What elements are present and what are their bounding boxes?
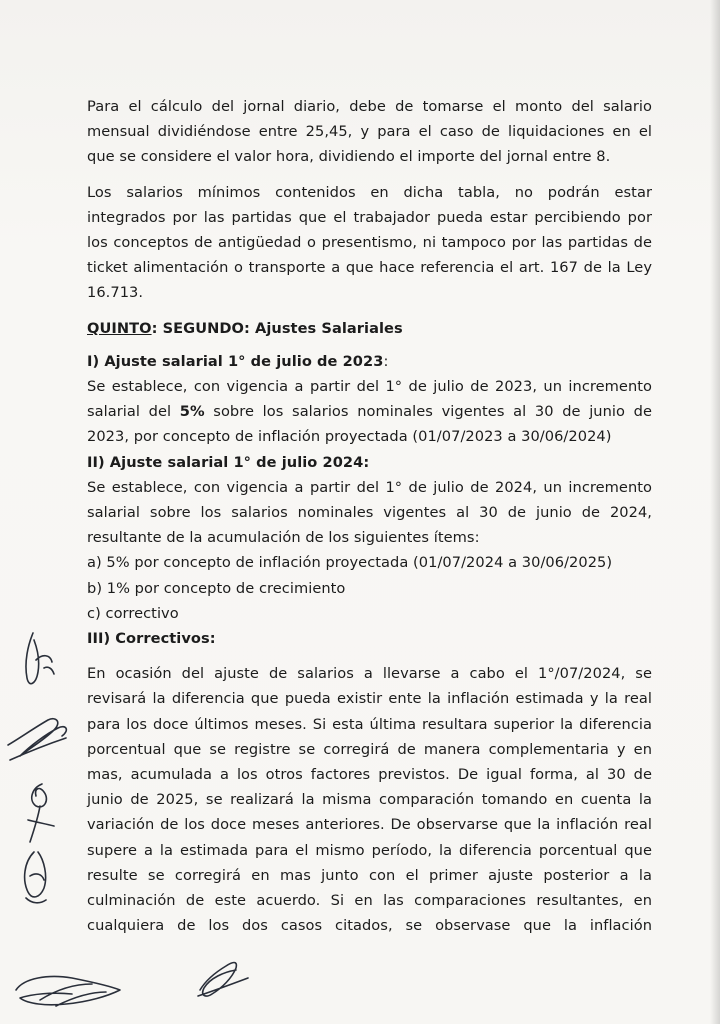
bold-percentage: 5% bbox=[179, 403, 205, 421]
text-line: Se establece, con vigencia a partir del 1° de julio de 2023, un incremento bbox=[87, 378, 652, 396]
adjustment-1-title: I) Ajuste salarial 1° de julio de 2023 bbox=[87, 352, 384, 370]
text-line: supere a la estimada para el mismo período, la diferencia porcentual que bbox=[87, 841, 652, 859]
list-item: b) 1% por concepto de crecimiento bbox=[87, 579, 346, 597]
text-line: que se considere el valor hora, dividiendo el importe del jornal entre 8. bbox=[87, 148, 611, 166]
text-line: integrados por las partidas que el trabajador pueda estar percibiendo por bbox=[87, 208, 652, 226]
paragraph-salarios-minimos bbox=[87, 180, 652, 306]
text-fragment: sobre los salarios nominales vigentes al 30 de junio de bbox=[204, 403, 652, 421]
adjustment-3-heading: III) Correctivos: bbox=[87, 630, 216, 648]
text-line: salarial sobre los salarios nominales vigentes al 30 de junio de 2024, bbox=[87, 504, 652, 522]
text-line: ticket alimentación o transporte a que hace referencia el art. 167 de la Ley bbox=[87, 259, 652, 277]
text-line: Para el cálculo del jornal diario, debe de tomarse el monto del salario bbox=[87, 98, 652, 115]
text-line: 16.713. bbox=[87, 284, 144, 302]
signature-2 bbox=[8, 719, 66, 760]
signature-initials-1 bbox=[26, 633, 54, 684]
adjustment-2 bbox=[87, 450, 652, 626]
section-heading bbox=[87, 316, 652, 341]
paragraph-jornal bbox=[87, 94, 652, 170]
text-line: Los salarios mínimos contenidos en dicha tabla, no podrán estar bbox=[87, 183, 652, 201]
list-item: a) 5% por concepto de inflación proyectada (01/07/2024 a 30/06/2025) bbox=[87, 554, 613, 572]
adjustment-3 bbox=[87, 626, 652, 938]
page-edge-shadow bbox=[710, 0, 720, 1024]
text-line: los conceptos de antigüedad o presentismo, ni tampoco por las partidas de bbox=[87, 234, 652, 252]
text-line: resulte se corregirá en mas junto con el primer ajuste posterior a la bbox=[87, 866, 652, 884]
section-heading-rest: : SEGUNDO: Ajustes Salariales bbox=[151, 319, 403, 337]
text-line: resultante de la acumulación de los siguientes ítems: bbox=[87, 529, 480, 547]
text-line: revisará la diferencia que pueda existir ente la inflación estimada y la real bbox=[87, 690, 652, 708]
text-line: junio de 2025, se realizará la misma comparación tomando en cuenta la bbox=[87, 791, 652, 809]
text-line: mas, acumulada a los otros factores previstos. De igual forma, al 30 de bbox=[87, 766, 652, 784]
text-line: En ocasión del ajuste de salarios a llevarse a cabo el 1°/07/2024, se bbox=[87, 665, 652, 683]
adjustment-2-heading: II) Ajuste salarial 1° de julio 2024: bbox=[87, 453, 370, 471]
text-line: Se establece, con vigencia a partir del 1° de julio de 2024, un incremento bbox=[87, 478, 652, 496]
adjustment-1 bbox=[87, 349, 652, 450]
text-line: 2023, por concepto de inflación proyectada (01/07/2023 a 30/06/2024) bbox=[87, 428, 612, 446]
text-line: para los doce últimos meses. Si esta última resultara superior la diferencia bbox=[87, 715, 652, 733]
text-line-with-bold bbox=[87, 399, 652, 424]
adjustment-1-heading bbox=[87, 349, 652, 374]
list-item: c) correctivo bbox=[87, 604, 179, 622]
signature-3 bbox=[28, 784, 54, 842]
text-line: cualquiera de los dos casos citados, se observase que la inflación bbox=[87, 917, 652, 935]
text-line: culminación de este acuerdo. Si en las comparaciones resultantes, en bbox=[87, 892, 652, 910]
document-body bbox=[87, 94, 652, 939]
signature-bottom-left bbox=[16, 977, 120, 1007]
signature-bottom-middle bbox=[198, 963, 248, 997]
text-line: porcentual que se registre se corregirá de manera complementaria y en bbox=[87, 740, 652, 758]
text-fragment: salarial del bbox=[87, 403, 180, 421]
text-line: variación de los doce meses anteriores. De observarse que la inflación real bbox=[87, 816, 652, 834]
adjustment-1-colon: : bbox=[383, 352, 389, 370]
text-line: mensual dividiéndose entre 25,45, y para el caso de liquidaciones en el bbox=[87, 123, 652, 141]
section-heading-label: QUINTO bbox=[87, 319, 152, 337]
signature-4 bbox=[25, 852, 46, 903]
